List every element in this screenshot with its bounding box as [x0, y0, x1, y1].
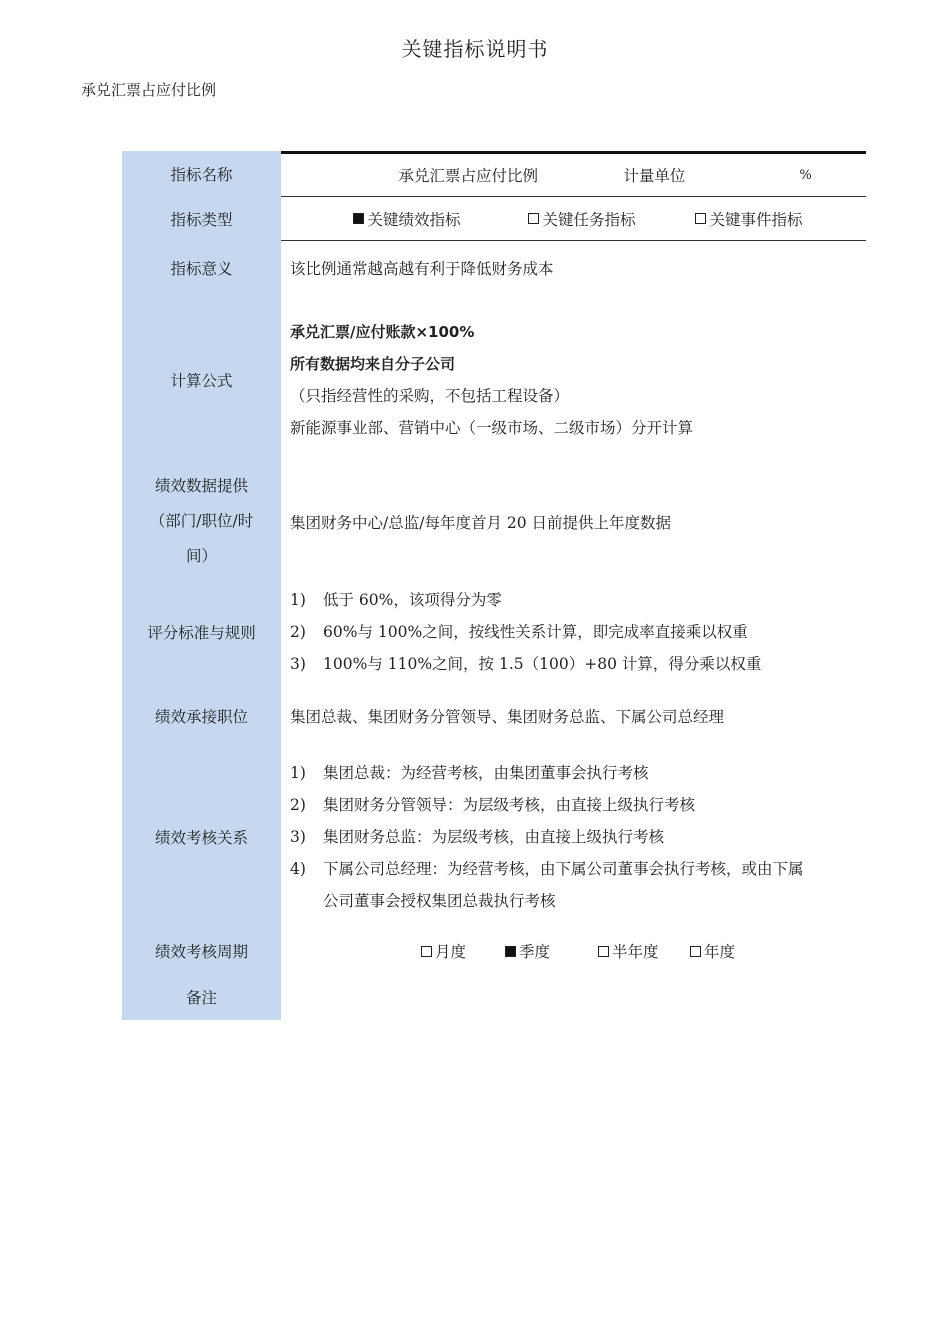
label-remarks: 备注 [122, 974, 281, 1020]
checkbox-icon [528, 213, 539, 224]
formula-line: 新能源事业部、营销中心（一级市场、二级市场）分开计算 [290, 419, 694, 437]
type-option-kpi[interactable]: 关键绩效指标 [353, 208, 528, 230]
row-accepting-positions [122, 686, 866, 746]
list-item: 1) 集团总裁：为经营考核，由集团董事会执行考核 [290, 764, 649, 782]
label-accepting-positions: 绩效承接职位 [122, 686, 281, 746]
value-accepting-positions: 集团总裁、集团财务分管领导、集团财务总监、下属公司总经理 [290, 708, 725, 726]
list-item: 4) 下属公司总经理：为经营考核，由下属公司董事会执行考核，或由下属 [290, 860, 804, 878]
row-indicator-meaning [122, 241, 866, 295]
row-indicator-type [122, 197, 866, 241]
value-indicator-meaning: 该比例通常越高越有利于降低财务成本 [290, 260, 554, 278]
document-title: 关键指标说明书 [401, 37, 549, 61]
list-item: 3) 集团财务总监：为层级考核，由直接上级执行考核 [290, 828, 665, 846]
label-data-provider: 绩效数据提供 （部门/职位/时 间） [122, 465, 281, 578]
list-item: 2) 60%与 100%之间，按线性关系计算，即完成率直接乘以权重 [290, 623, 748, 641]
label-indicator-name: 指标名称 [122, 151, 281, 197]
formula-line: 所有数据均来自分子公司 [290, 355, 456, 373]
list-item: 1) 低于 60%，该项得分为零 [290, 591, 502, 609]
checkbox-icon [353, 213, 364, 224]
row-formula [122, 295, 866, 465]
checkbox-icon [421, 946, 432, 957]
row-data-provider [122, 465, 866, 578]
assessment-cycle-options [281, 928, 866, 974]
label-assessment-cycle: 绩效考核周期 [122, 928, 281, 974]
cycle-option-yearly[interactable]: 年度 [690, 940, 735, 962]
value-remarks [281, 974, 866, 1020]
formula-line: （只指经营性的采购，不包括工程设备） [290, 387, 570, 405]
row-assessment-cycle [122, 928, 866, 974]
value-indicator-name-cell [281, 151, 866, 197]
indicator-type-options [281, 197, 866, 241]
label-indicator-meaning: 指标意义 [122, 241, 281, 295]
label-scoring-rules: 评分标准与规则 [122, 578, 281, 686]
row-scoring-rules [122, 578, 866, 686]
label-indicator-type: 指标类型 [122, 197, 281, 241]
value-formula [281, 295, 866, 465]
checkbox-icon [505, 946, 516, 957]
checkbox-icon [598, 946, 609, 957]
value-scoring-rules [281, 578, 866, 686]
indicator-name-value: 承兑汇票占应付比例 [398, 167, 539, 185]
row-remarks [122, 974, 866, 1020]
unit-value: % [799, 167, 812, 183]
label-assessment-relation: 绩效考核关系 [122, 746, 281, 928]
cycle-option-monthly[interactable]: 月度 [421, 940, 505, 962]
list-item-continuation: 公司董事会授权集团总裁执行考核 [323, 892, 556, 910]
cycle-option-half-year[interactable]: 半年度 [598, 940, 690, 962]
unit-label: 计量单位 [623, 167, 686, 185]
list-item: 3) 100%与 110%之间，按 1.5（100）+80 计算，得分乘以权重 [290, 655, 762, 673]
checkbox-icon [695, 213, 706, 224]
row-indicator-name [122, 151, 866, 197]
row-assessment-relation [122, 746, 866, 928]
checkbox-icon [690, 946, 701, 957]
cycle-option-quarterly[interactable]: 季度 [505, 940, 598, 962]
type-option-task[interactable]: 关键任务指标 [528, 208, 695, 230]
label-formula: 计算公式 [122, 295, 281, 465]
type-option-event[interactable]: 关键事件指标 [695, 208, 802, 230]
kpi-table [122, 151, 866, 1020]
formula-line: 承兑汇票/应付账款×100% [290, 323, 475, 341]
value-assessment-relation [281, 746, 866, 928]
list-item: 2) 集团财务分管领导：为层级考核，由直接上级执行考核 [290, 796, 696, 814]
document-subtitle: 承兑汇票占应付比例 [81, 81, 217, 99]
value-data-provider: 集团财务中心/总监/每年度首月 20 日前提供上年度数据 [290, 513, 672, 532]
